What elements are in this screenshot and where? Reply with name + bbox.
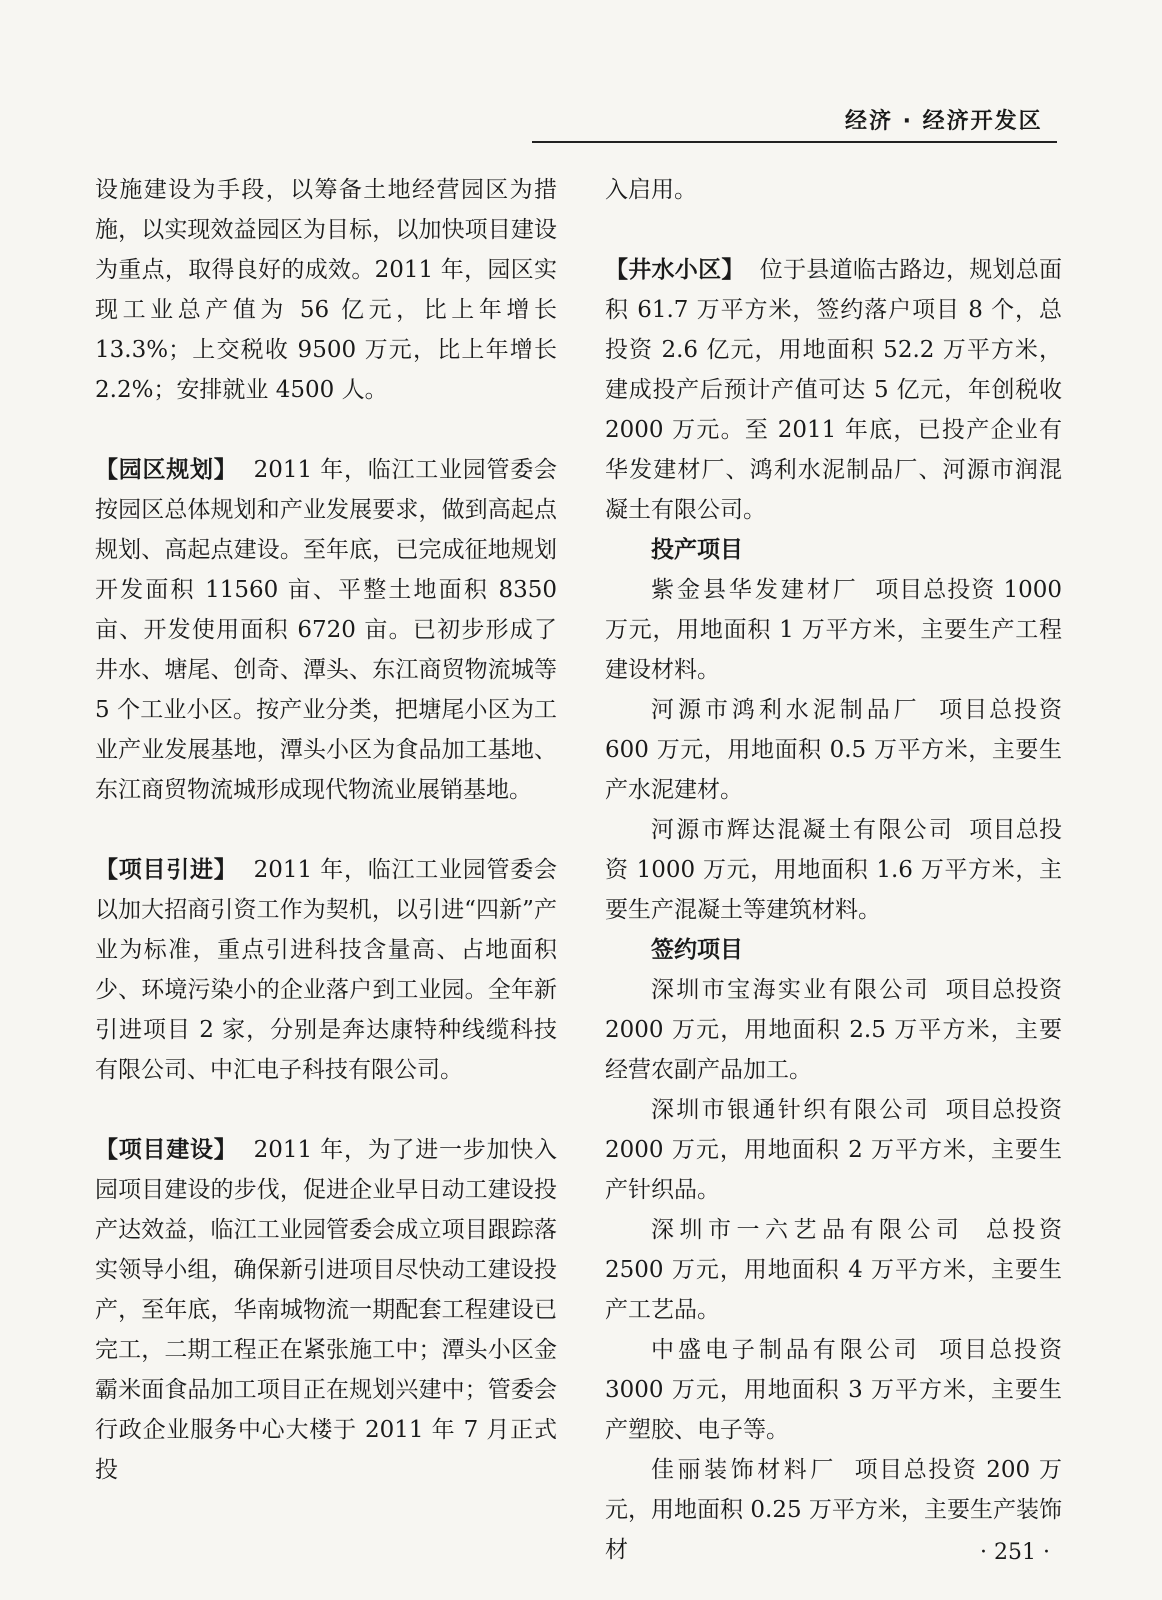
section-body: 2011 年，为了进一步加快入园项目建设的步伐，促进企业早日动工建设投产达效益，临江工业园管委会成立项目跟踪落实领导小组，确保新引进项目尽快动工建设投产，至年底，华南城物流一期配套工程建设已完工，二期工程正在紧张施工中；潭头小区金霸米面食品加工项目正在规划兴建中；管委会行政企业服务中心大楼于 2011 年 7 月正式投 [95, 1137, 557, 1483]
project-description: 项目总投资 2000 万元，用地面积 2 万平方米，主要生产针织品。 [605, 1097, 1062, 1203]
company-name: 中盛电子制品有限公司 [651, 1337, 921, 1363]
right-column [605, 170, 1062, 1570]
project-entry [605, 1210, 1062, 1330]
company-name: 紫金县华发建材厂 [651, 577, 859, 603]
company-name: 佳丽装饰材料厂 [651, 1457, 837, 1483]
section-title: 【园区规划】 [95, 457, 238, 483]
company-name: 深圳市宝海实业有限公司 [651, 977, 931, 1003]
left-column [95, 170, 557, 1490]
company-name: 深圳市银通针织有限公司 [651, 1097, 931, 1123]
header-rule [532, 141, 1057, 143]
section-project-introduction [95, 850, 557, 1090]
project-description: 项目总投资 200 万元，用地面积 0.25 万平方米，主要生产装饰材 [605, 1457, 1063, 1563]
project-entry [605, 810, 1062, 930]
section-body: 2011 年，临江工业园管委会以加大招商引资工作为契机，以引进“四新”产业为标准，重点引进科技含量高、占地面积少、环境污染小的企业落户到工业园。全年新引进项目 2 家，分别是奔达康特种线缆科技有限公司、中汇电子科技有限公司。 [95, 857, 557, 1083]
project-description: 项目总投资 600 万元，用地面积 0.5 万平方米，主要生产水泥建材。 [605, 697, 1062, 803]
section-title: 【井水小区】 [605, 257, 745, 283]
page-number: · 251 · [980, 1540, 1050, 1565]
section-body: 位于县道临古路边，规划总面积 61.7 万平方米，签约落户项目 8 个，总投资 2.6 亿元，用地面积 52.2 万平方米，建成投产后预计产值可达 5 亿元，年创税收 2000 万元。至 2011 年底，已投产企业有华发建材厂、鸿利水泥制品厂、河源市润混凝土有限公司。 [605, 257, 1063, 523]
signed-projects-heading: 签约项目 [651, 937, 743, 963]
company-name: 河源市鸿利水泥制品厂 [651, 697, 921, 723]
company-name: 河源市辉达混凝土有限公司 [651, 817, 955, 843]
continuation-text: 入启用。 [605, 177, 697, 203]
running-head: 经济 · 经济开发区 [845, 109, 1043, 134]
project-entry [605, 690, 1062, 810]
company-name: 深圳市一六艺品有限公司 [651, 1217, 965, 1243]
project-entry [605, 1330, 1062, 1450]
section-park-planning [95, 450, 557, 810]
project-entry [605, 570, 1062, 690]
section-title: 【项目引进】 [95, 857, 238, 883]
section-body: 2011 年，临江工业园管委会按园区总体规划和产业发展要求，做到高起点规划、高起点建设。至年底，已完成征地规划开发面积 11560 亩、平整土地面积 8350 亩、开发使用面积 6720 亩。已初步形成了井水、塘尾、创奇、潭头、东江商贸物流城等 5 个工业小区。按产业分类，把塘尾小区为工业产业发展基地，潭头小区为食品加工基地、东江商贸物流城形成现代物流业展销基地。 [95, 457, 557, 803]
project-description: 项目总投资 3000 万元，用地面积 3 万平方米，主要生产塑胶、电子等。 [605, 1337, 1062, 1443]
project-entry [605, 970, 1062, 1090]
operating-projects-heading: 投产项目 [651, 537, 743, 563]
section-jingshui-zone [605, 250, 1062, 530]
project-description: 项目总投资 1000 万元，用地面积 1 万平方米，主要生产工程建设材料。 [605, 577, 1062, 683]
project-description: 总投资 2500 万元，用地面积 4 万平方米，主要生产工艺品。 [605, 1217, 1063, 1323]
project-entry [605, 1090, 1062, 1210]
intro-paragraph: 设施建设为手段，以筹备土地经营园区为措施，以实现效益园区为目标，以加快项目建设为重点，取得良好的成效。2011 年，园区实现工业总产值为 56 亿元，比上年增长 13.3%；上交税收 9500 万元，比上年增长 2.2%；安排就业 4500 人。 [95, 177, 557, 403]
project-description: 项目总投资 2000 万元，用地面积 2.5 万平方米，主要经营农副产品加工。 [605, 977, 1062, 1083]
project-description: 项目总投资 1000 万元，用地面积 1.6 万平方米，主要生产混凝土等建筑材料。 [605, 817, 1063, 923]
section-project-construction [95, 1130, 557, 1490]
section-title: 【项目建设】 [95, 1137, 238, 1163]
